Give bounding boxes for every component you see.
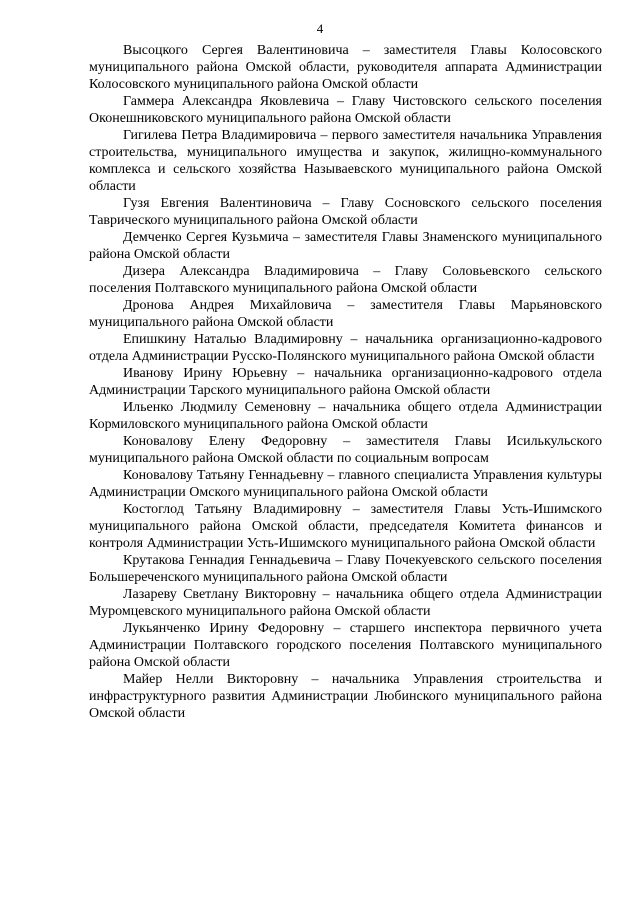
list-item: Майер Нелли Викторовну – начальника Управления строительства и инфраструктурного развития Администрации Любинского муниципального района Омской области: [89, 672, 602, 721]
list-item: Дизера Александра Владимировича – Главу Соловьевского сельского поселения Полтавского муниципального района Омской области: [89, 264, 602, 296]
page-number: 4: [316, 21, 324, 36]
list-item: Крутакова Геннадия Геннадьевича – Главу Почекуевского сельского поселения Большереченского муниципального района Омской области: [89, 553, 602, 585]
list-item: Иванову Ирину Юрьевну – начальника организационно-кадрового отдела Администрации Тарского муниципального района Омской области: [89, 366, 602, 398]
list-item: Гаммера Александра Яковлевича – Главу Чистовского сельского поселения Оконешниковского муниципального района Омской области: [89, 94, 602, 126]
list-item: Костоглод Татьяну Владимировну – заместителя Главы Усть-Ишимского муниципального района Омской области, председателя Комитета финансов и контроля Администрации Усть-Ишимского муниципального района Омской области: [89, 502, 602, 551]
list-item: Высоцкого Сергея Валентиновича – заместителя Главы Колосовского муниципального района Омской области, руководителя аппарата Администрации Колосовского муниципального района Омской области: [89, 43, 602, 92]
list-item: Лукьянченко Ирину Федоровну – старшего инспектора первичного учета Администрации Полтавского городского поселения Полтавского муниципального района Омской области: [89, 621, 602, 670]
list-item: Лазареву Светлану Викторовну – начальника общего отдела Администрации Муромцевского муниципального района Омской области: [89, 587, 602, 619]
list-item: Гузя Евгения Валентиновича – Главу Сосновского сельского поселения Таврического муниципального района Омской области: [89, 196, 602, 228]
list-item: Коновалову Татьяну Геннадьевну – главного специалиста Управления культуры Администрации Омского муниципального района Омской области: [89, 468, 602, 500]
list-item: Дронова Андрея Михайловича – заместителя Главы Марьяновского муниципального района Омской области: [89, 298, 602, 330]
list-item: Епишкину Наталью Владимировну – начальника организационно-кадрового отдела Администрации Русско-Полянского муниципального района Омской области: [89, 332, 602, 364]
award-list: [89, 42, 602, 722]
list-item: Демченко Сергея Кузьмича – заместителя Главы Знаменского муниципального района Омской области: [89, 230, 602, 262]
list-item: Ильенко Людмилу Семеновну – начальника общего отдела Администрации Кормиловского муниципального района Омской области: [89, 400, 602, 432]
list-item: Гигилева Петра Владимировича – первого заместителя начальника Управления строительства, муниципального имущества и закупок, жилищно-коммунального комплекса и сельского хозяйства Называевского муниципального района Омской области: [89, 128, 602, 194]
list-item: Коновалову Елену Федоровну – заместителя Главы Исилькульского муниципального района Омской области по социальным вопросам: [89, 434, 602, 466]
